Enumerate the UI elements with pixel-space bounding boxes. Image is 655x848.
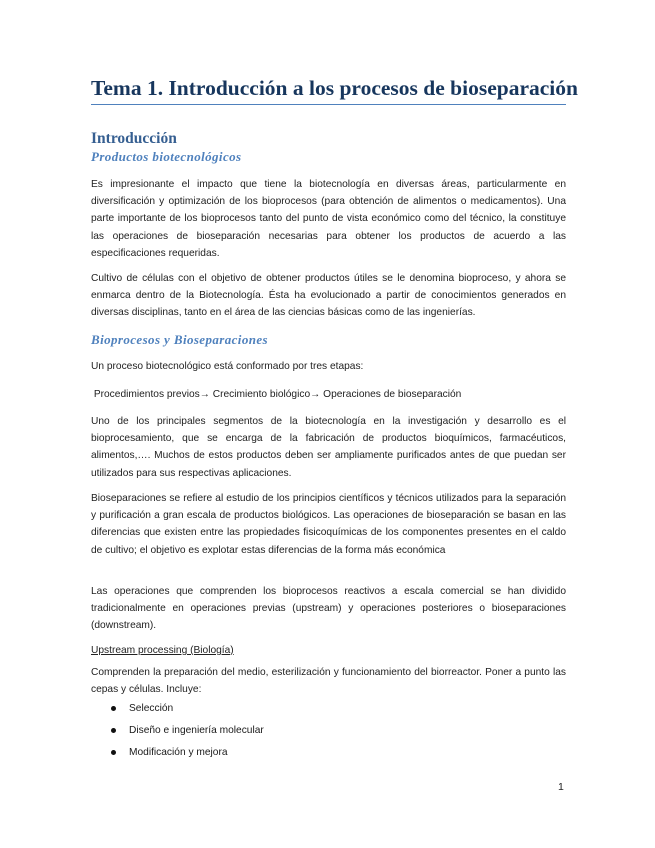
page-number: 1 (558, 781, 564, 793)
list-item: Diseño e ingeniería molecular (91, 722, 566, 744)
paragraph-cultivo-celulas: Cultivo de células con el objetivo de obtener productos útiles se le denomina bioproceso, y ahora se enmarca dentro de la Biotecnología. Ésta ha evolucionado a partir de conocimientos generados en diversas disciplinas, tanto en el área de las ciencias básicas como de las ingenierías. (91, 273, 566, 319)
subsection-heading-productos: Productos biotecnológicos (91, 149, 242, 164)
section-heading-introduccion: Introducción (91, 130, 177, 147)
paragraph-upstream-description: Comprenden la preparación del medio, esterilización y funcionamiento del biorreactor. Poner a punto las cepas y células. Incluye: (91, 667, 566, 696)
bullet-icon (111, 728, 116, 733)
list-item: Modificación y mejora (91, 744, 566, 766)
paragraph-impacto-biotecnologia: Es impresionante el impacto que tiene la biotecnología en diversas áreas, particularmente en diversificación y optimización de los bioprocesos (para obtención de alimentos o medicamentos). Una parte importante de los bioprocesos tanto del punto de vista económico como del técnico, la constituye las operaciones de bioseparación necesarias para obtener los productos de acuerdo a las especificaciones requeridas. (91, 179, 566, 259)
list-item: Selección (91, 700, 566, 722)
document-title: Tema 1. Introducción a los procesos de bioseparación (91, 76, 578, 100)
upstream-heading: Upstream processing (Biología) (91, 645, 234, 656)
paragraph-bioseparaciones: Bioseparaciones se refiere al estudio de los principios científicos y técnicos utilizados para la separación y purificación a gran escala de productos biológicos. Las operaciones de bioseparación se basan en las diferencias que existen entre las propiedades fisicoquímicas de los componentes presentes en el caldo de cultivo; el objetivo es explotar estas diferencias de la forma más económica (91, 493, 566, 556)
subsection-heading-bioprocesos: Bioprocesos y Bioseparaciones (91, 332, 268, 347)
paragraph-upstream-downstream: Las operaciones que comprenden los bioprocesos reactivos a escala comercial se han dividido tradicionalmente en operaciones previas (upstream) y operaciones posteriores o bioseparaciones (downstream). (91, 586, 566, 632)
paragraph-bioprocesamiento: Uno de los principales segmentos de la biotecnología en la investigación y desarrollo es el bioprocesamiento, que se encarga de la fabricación de productos bioquímicos, farmacéuticos, alimentos,…. Muchos de estos productos deben ser ampliamente purificados antes de que puedan ser utilizados para sus respectivas aplicaciones. (91, 416, 566, 479)
upstream-bullet-list (91, 700, 566, 766)
bullet-icon (111, 706, 116, 711)
paragraph-etapas-flujo: Procedimientos previos→ Crecimiento biológico→ Operaciones de bioseparación (91, 389, 462, 400)
title-underline (91, 104, 566, 105)
paragraph-tres-etapas: Un proceso biotecnológico está conformado por tres etapas: (91, 361, 364, 372)
bullet-icon (111, 750, 116, 755)
